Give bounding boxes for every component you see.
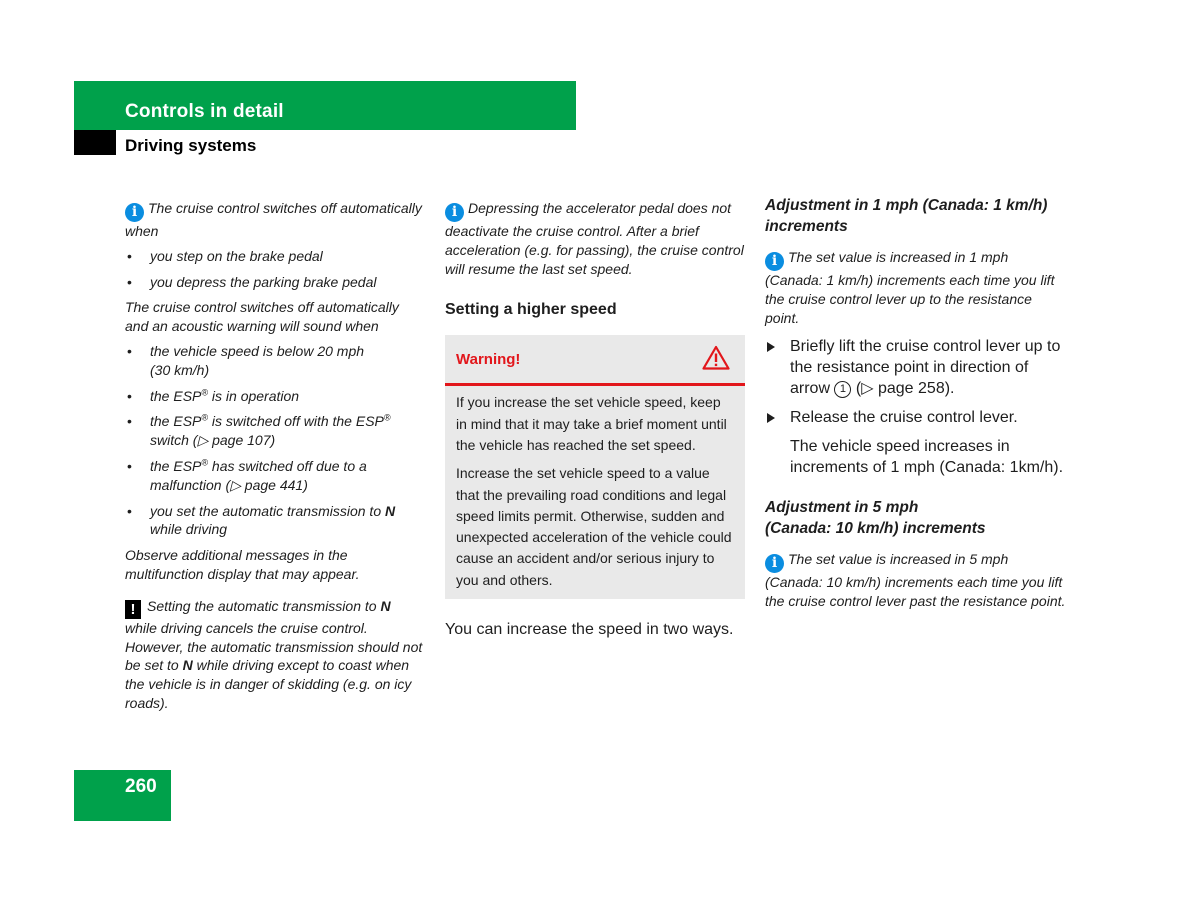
warning-box [445, 335, 745, 599]
list-item: • the vehicle speed is below 20 mph (30 km/h) [125, 342, 425, 380]
section-title: Driving systems [125, 136, 257, 155]
info-note: i The set value is increased in 1 mph (Canada: 1 km/h) increments each time you lift the cruise control lever up to the resistance point. [765, 249, 1055, 326]
info-icon: i [445, 203, 464, 222]
chapter-header-bar [74, 81, 576, 130]
paragraph-acoustic-warning: The cruise control switches off automatically and an acoustic warning will sound when [125, 299, 399, 335]
list-item: • you step on the brake pedal [125, 247, 425, 266]
list-item: • the ESP® has switched off due to a malfunction (▷ page 441) [125, 457, 425, 495]
info-note [125, 199, 425, 241]
info-note: i The set value is increased in 5 mph (Canada: 10 km/h) increments each time you lift the cruise control lever past the resistance point. [765, 551, 1066, 610]
warning-paragraph: Increase the set vehicle speed to a value that the prevailing road conditions and legal speed limits permit. Otherwise, sudden and unexpected acceleration of the vehicle could cause an accident and/or serious injury to you and others. [456, 465, 732, 588]
info-icon: i [765, 554, 784, 573]
info-note [445, 199, 747, 278]
section-heading: Setting a higher speed [445, 301, 617, 319]
info-note-text: Depressing the accelerator pedal does not deactivate the cruise control. After a brief acceleration (e.g. for passing), the cruise control will resume the last set speed. [445, 200, 744, 277]
column-left [125, 199, 425, 713]
warning-paragraph: If you increase the set vehicle speed, keep in mind that it may take a brief moment until the vehicle has reached the set speed. [456, 394, 727, 453]
instruction-step: Release the cruise control lever. [765, 407, 1067, 428]
body-paragraph: You can increase the speed in two ways. [445, 621, 734, 639]
list-item: • you depress the parking brake pedal [125, 273, 425, 292]
paragraph-multifunction-display: Observe additional messages in the multifunction display that may appear. [125, 547, 360, 582]
instruction-result: The vehicle speed increases in increments of 1 mph (Canada: 1km/h). [790, 438, 1064, 477]
bullet-list-warning-conditions [125, 342, 425, 539]
list-item: • the ESP® is switched off with the ESP® switch (▷ page 107) [125, 412, 425, 450]
arrow-number-icon: 1 [834, 381, 851, 398]
list-item: • you set the automatic transmission to N while driving [125, 502, 425, 540]
warning-triangle-icon [702, 345, 730, 370]
chapter-title: Controls in detail [125, 101, 284, 122]
info-note-text: The cruise control switches off automatically when [125, 200, 422, 239]
instruction-step: Briefly lift the cruise control lever up to the resistance point in direction of arrow 1 (▷ page 258). [765, 336, 1067, 399]
column-right [765, 195, 1067, 611]
subsection-heading: Adjustment in 5 mph (Canada: 10 km/h) increments [765, 499, 986, 538]
section-marker [74, 130, 116, 155]
instruction-steps [765, 336, 1067, 478]
page-number: 260 [125, 776, 157, 797]
warning-label: Warning! [456, 351, 521, 369]
bullet-list-switch-off [125, 247, 425, 292]
warning-header [445, 335, 745, 386]
caution-icon: ! [125, 600, 141, 619]
list-item: • the ESP® is in operation [125, 387, 425, 406]
column-middle [445, 199, 747, 640]
info-icon: i [125, 203, 144, 222]
subsection-heading: Adjustment in 1 mph (Canada: 1 km/h) increments [765, 197, 1048, 235]
caution-note: ! Setting the automatic transmission to N while driving cancels the cruise control. However, the automatic transmission should not be set to N while driving except to coast when the vehicle is in danger of skidding (e.g. on icy roads). [125, 597, 423, 711]
warning-body [445, 386, 745, 599]
page-number-box [74, 770, 171, 821]
info-icon: i [765, 252, 784, 271]
